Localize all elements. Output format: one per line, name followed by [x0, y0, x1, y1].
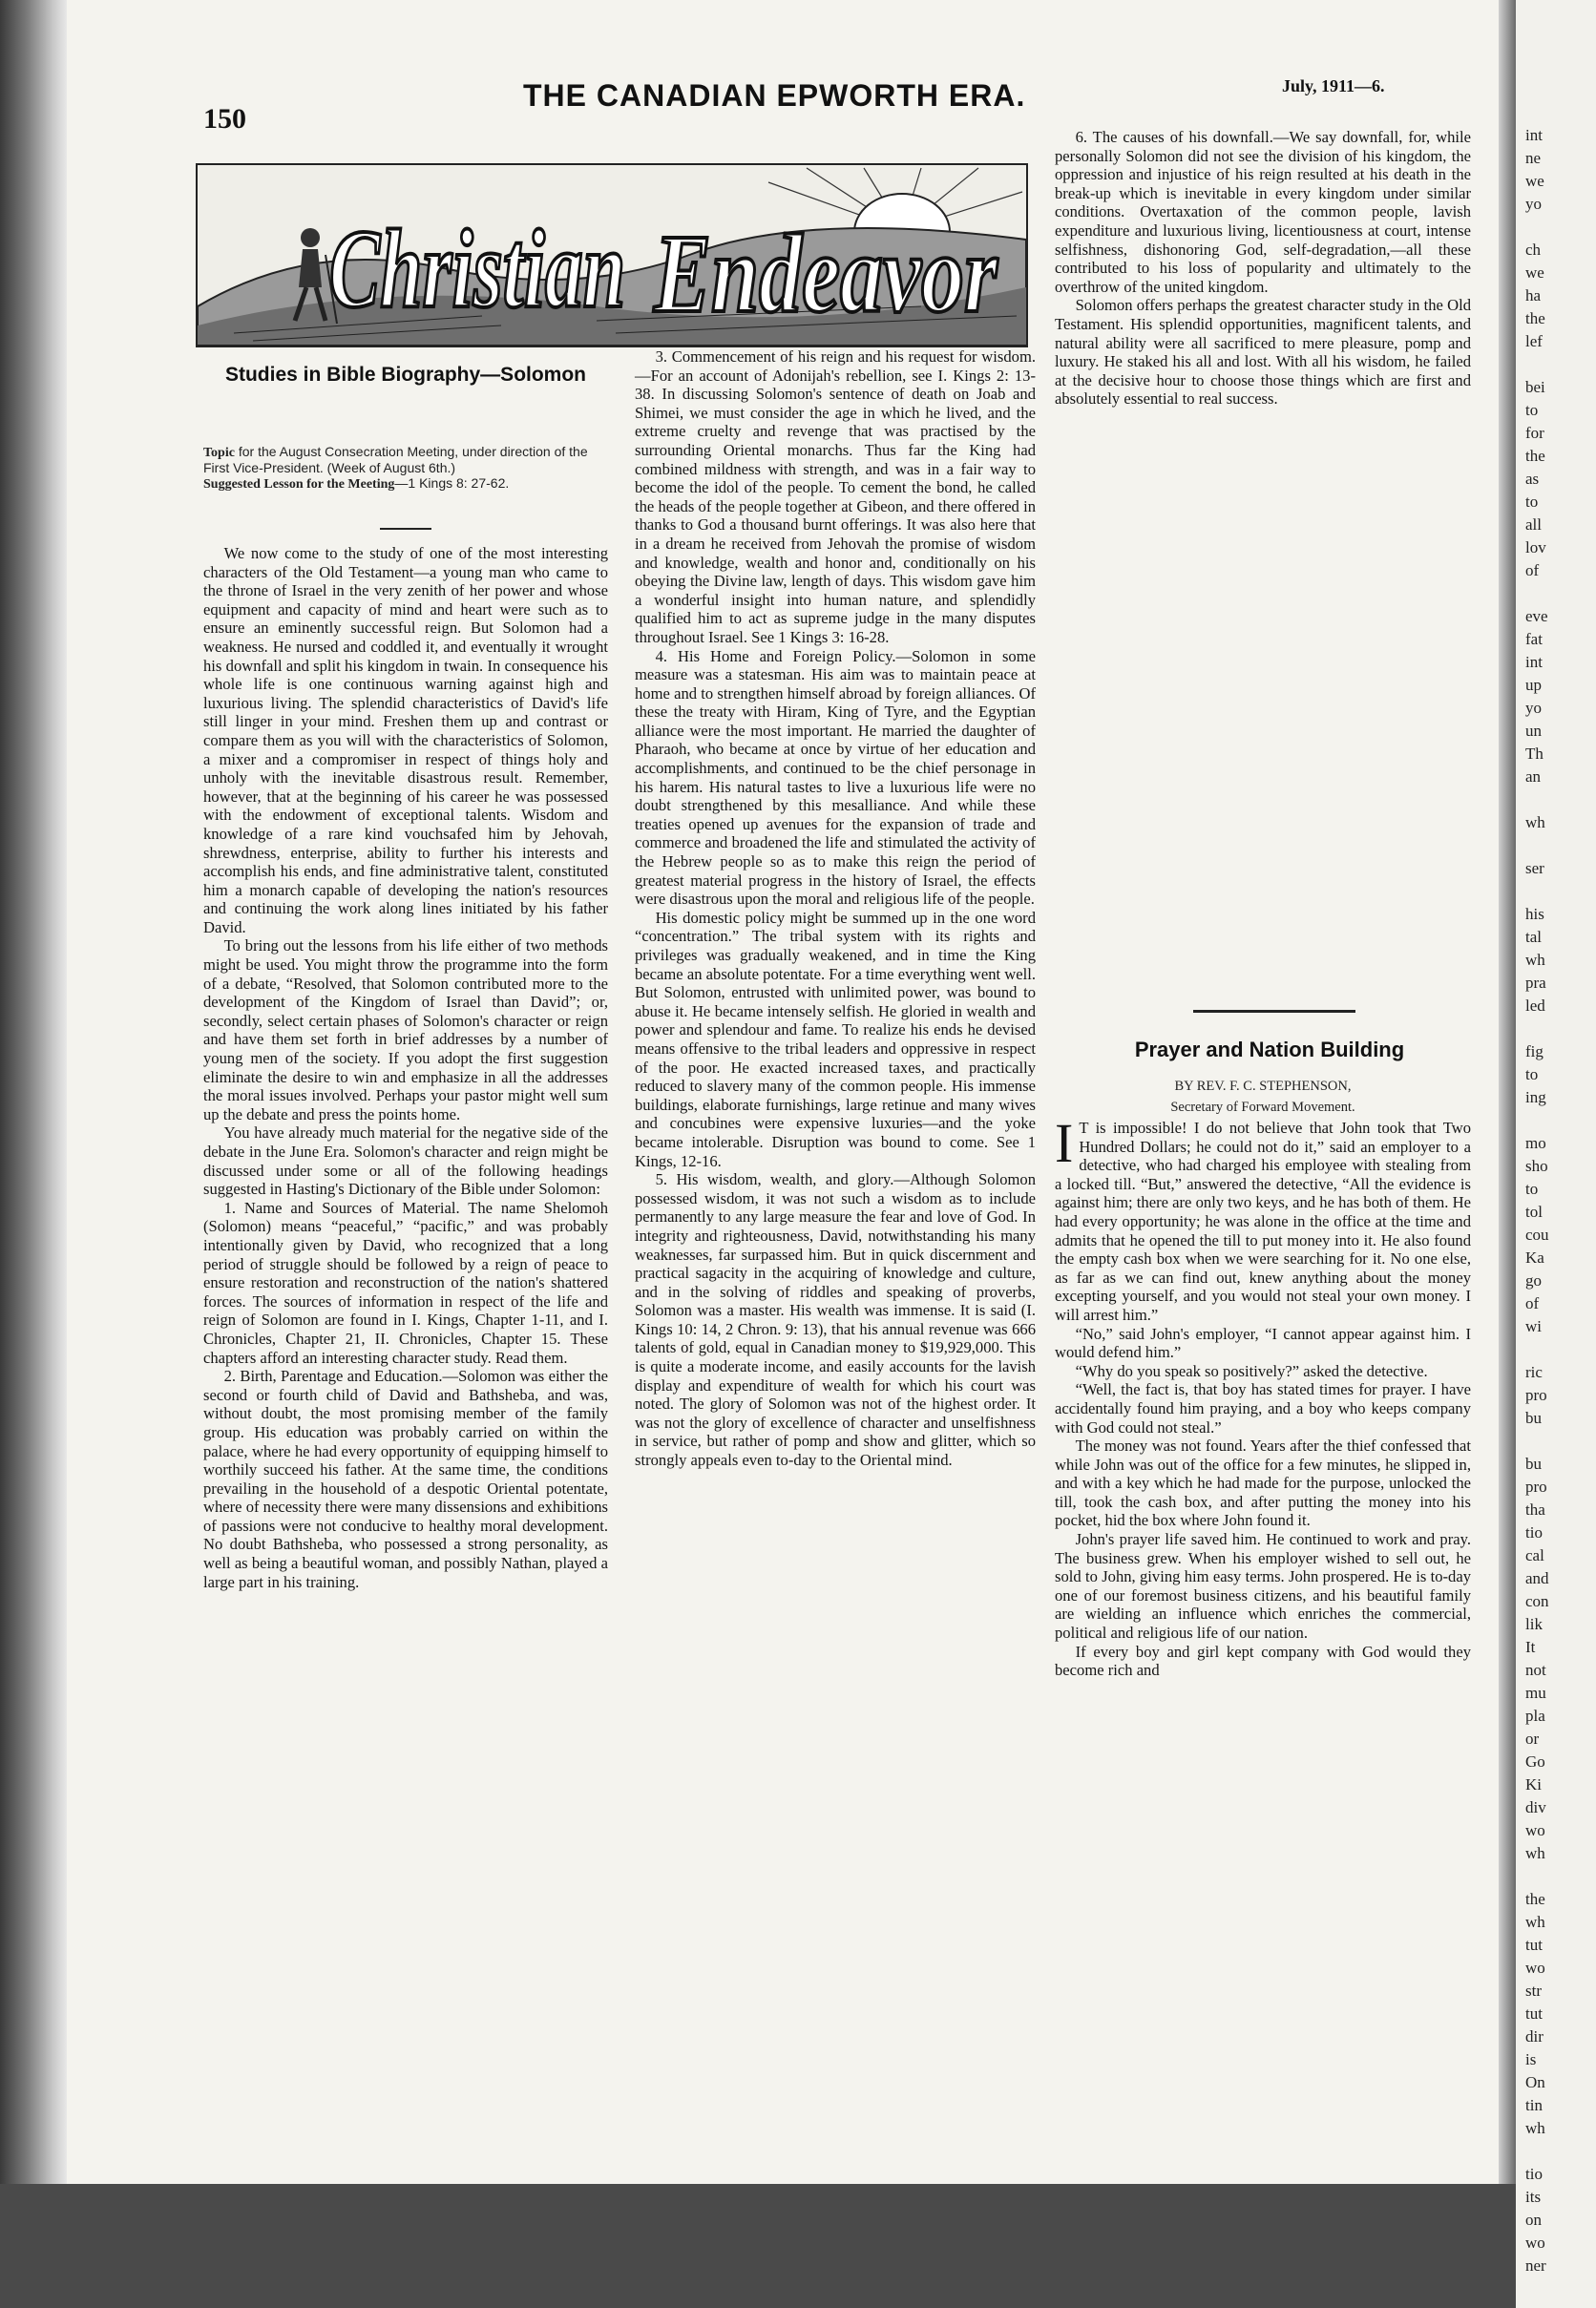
byline-role: Secretary of Forward Movement.	[1170, 1100, 1355, 1115]
next-page-fragment: tal	[1525, 928, 1542, 946]
next-page-fragment: tin	[1525, 2096, 1543, 2114]
next-page-fragment: or	[1525, 1730, 1540, 1748]
next-page-fragment: wo	[1525, 1821, 1545, 1839]
next-page-fragment	[1516, 834, 1596, 857]
next-page-fragment	[1516, 216, 1596, 239]
next-page-fragment: pra	[1525, 974, 1546, 992]
paragraph: 1. Name and Sources of Material. The name Shelomoh (Solomon) means “peaceful,” “pacific,” and was probably intentionally given by David, who recognized that a long period of struggle should be followed by a reign of peace to ensure restoration and reconstruction of the nation's shattered forces. The sources of information in respect of the life and reign of Solomon are found in I. Kings, Chapter 1-11, and I. Chronicles, Chapter 21, II. Chronicles, Chapter 15. These chapters afford an interesting character study. Read them.	[203, 1198, 608, 1367]
next-page-fragment: led	[1525, 997, 1545, 1015]
next-page-fragment	[1516, 1018, 1596, 1040]
next-page-fragment: on	[1525, 2211, 1542, 2229]
paragraph: John's prayer life saved him. He continued to work and pray. The business grew. When his employer wished to sell out, he sold to John, giving him easy terms. John prospered. He is to-day one of our foremost business citizens, and his beautiful family are wielding an influence which enriches the commercial, political and religious life of our nation.	[1055, 1530, 1471, 1643]
next-page-fragment: str	[1525, 1982, 1542, 2000]
next-page-fragment: the	[1525, 1890, 1545, 1908]
next-page-fragment: tha	[1525, 1500, 1545, 1519]
next-page-fragment: bu	[1525, 1455, 1542, 1473]
svg-text:Christian: Christian	[329, 206, 625, 331]
paragraph: His domestic policy might be summed up in the one word “concentration.” The tribal system with its rights and privileges was gradually weakened, and in time the King became an absolute potentate. For a time everything went well. But Solomon, entrusted with unlimited power, was bound to abuse it. He became intensely selfish. He gloried in wealth and power and splendour and fame. To realize his ends he devised means offensive to the tribal leaders and oppressive in respect of the poor. He exacted increased taxes, and practically reduced to slavery many of the common people. His immense buildings, elaborate furnishings, large retinue and many wives and concubines were expensive luxuries—and the yoke became intolerable. Disruption was bound to come. See 1 Kings, 12-16.	[635, 908, 1036, 1170]
next-page-fragment: wh	[1525, 813, 1545, 831]
short-divider	[380, 528, 431, 530]
next-page-fragment: to	[1525, 401, 1539, 419]
paragraph: I T is impossible! I do not believe that John took that Two Hundred Dollars; he could not do it,” said an employer to a detective, who had charged his employee with stealing from a locked till. “But,” answered the detective, “All the evidence is against him; there are only two keys, and he has both of them. He had every opportunity; he was alone in the office at the time and admits that he opened the till to put money into it. He also found the empty cash box when we were searching for it. No one else, as far as we can find out, knew anything about the money excepting yourself, and you would not steal your own money. I will arrest him.”	[1055, 1112, 1471, 1324]
christian-endeavor-banner	[196, 163, 1028, 347]
paragraph: You have already much material for the negative side of the debate in the June Era. Solomon's character and reign might be discussed under some or all of the following headings suggested in Hasting's Dictionary of the Bible under Solomon:	[203, 1123, 608, 1199]
next-page-fragment: the	[1525, 447, 1545, 465]
svg-text:Endeavor: Endeavor	[653, 211, 998, 336]
next-page-fragment: ne	[1525, 149, 1542, 167]
next-page-fragment: wo	[1525, 2234, 1545, 2252]
paragraph: Solomon offers perhaps the greatest character study in the Old Testament. His splendid opportunities, magnificent talents, and natural ability were all sacrificed to mere pleasure, pomp and luxury. He staked his all and lost. With all his wisdom, he failed at the decisive hour to choose those things which are first and absolutely essential to real success.	[1055, 296, 1471, 409]
next-page-fragment: of	[1525, 561, 1540, 579]
paragraph: To bring out the lessons from his life either of two methods might be used. You might throw the programme into the form of a debate, “Resolved, that Solomon contributed more to the development of the Kingdom of Israel than David”; or, secondly, select certain phases of Solomon's character or reign and have them set forth in brief addresses by a number of young men of the society. If you adopt the first suggestion eliminate the desire to win and emphasize in all the addresses the moral issues involved. Perhaps your pastor might well sum up the debate and press the points home.	[203, 936, 608, 1123]
next-page-fragment	[1516, 353, 1596, 376]
next-page-fragment: up	[1525, 676, 1542, 694]
next-page-fragment: It	[1525, 1638, 1536, 1656]
journal-title: THE CANADIAN EPWORTH ERA.	[523, 78, 1026, 113]
next-page-fragment: con	[1525, 1592, 1549, 1610]
paragraph: If every boy and girl kept company with God would they become rich and	[1055, 1642, 1471, 1680]
next-page-fragment: cou	[1525, 1226, 1549, 1244]
next-page-fragment: tio	[1525, 1523, 1543, 1542]
next-page-fragment: tut	[1525, 1936, 1543, 1954]
next-page-fragment: we	[1525, 172, 1544, 190]
next-page-fragment: is	[1525, 2050, 1537, 2068]
article1-column-2	[635, 347, 1036, 1470]
next-page-fragment	[1516, 1430, 1596, 1453]
article2-body	[1055, 1112, 1471, 1680]
paragraph: The money was not found. Years after the thief confessed that while John was out of the office for a few minutes, he slipped in, and with a key which he had made for the purpose, unlocked the till, took the cash box, and after putting the money into his pocket, hid the box where John found it.	[1055, 1437, 1471, 1530]
article1-column-1	[203, 544, 608, 1591]
page-gutter	[1499, 0, 1516, 2184]
next-page-fragment: div	[1525, 1798, 1546, 1816]
next-page-fragment: go	[1525, 1271, 1542, 1290]
next-page-fragment: Ka	[1525, 1248, 1544, 1267]
next-page-fragment: cal	[1525, 1546, 1544, 1564]
next-page-fragment	[1516, 1865, 1596, 1888]
next-page-fragment: wo	[1525, 1959, 1545, 1977]
next-page-fragment: the	[1525, 309, 1545, 327]
next-page-fragment: eve	[1525, 607, 1548, 625]
next-page-fragment: yo	[1525, 699, 1542, 717]
next-page-fragment	[1516, 1338, 1596, 1361]
paragraph: 2. Birth, Parentage and Education.—Solomon was either the second or fourth child of David and Bathsheba, and was, without doubt, the most promising member of the family group. His education was probably carried on within the palace, where he had every opportunity of equipping himself to worthily succeed his father. At the same time, the conditions prevailing in the household of a despotic Oriental potentate, where of necessity there were many dissensions and exhibitions of passions were not conducive to healthy moral development. No doubt Bathsheba, who possessed a strong personality, as well as being a beautiful woman, and possibly Nathan, played a large part in his training.	[203, 1367, 608, 1591]
next-page-fragment: to	[1525, 1065, 1539, 1083]
next-page-fragment: wh	[1525, 1913, 1545, 1931]
next-page-fragment: On	[1525, 2073, 1545, 2091]
next-page-fragment: all	[1525, 515, 1542, 534]
next-page-fragment: an	[1525, 767, 1542, 786]
next-page-fragment: ric	[1525, 1363, 1543, 1381]
next-page-fragment: and	[1525, 1569, 1549, 1587]
article-divider	[1193, 1010, 1355, 1013]
next-page-fragment: his	[1525, 905, 1544, 923]
next-page-fragment: Th	[1525, 745, 1544, 763]
next-page-fragment: for	[1525, 424, 1544, 442]
next-page-fragment	[1516, 1109, 1596, 1132]
next-page-fragment: wh	[1525, 2119, 1545, 2137]
next-page-fragment: bei	[1525, 378, 1545, 396]
article2-byline	[1055, 1076, 1471, 1118]
next-page-fragment: sho	[1525, 1157, 1548, 1175]
paragraph: We now come to the study of one of the most interesting characters of the Old Testament—a young man who came to the throne of Israel in the very zenith of her power and whose equipment and capacity of mind and heart were such as to ensure an eminently successful reign. But Solomon had a weakness. He nursed and coddled it, and eventually it wrought his downfall and split his kingdom in twain. In consequence his whole life is one continuous warning against high and luxurious living. The splendid characteristics of David's life still linger in your mind. Freshen them up and contrast or compare them as you will with the characteristics of Solomon, a mixer and a compromiser in respect of things holy and unholy with the inevitable disastrous result. Remember, however, that at the beginning of his career he was possessed with the endowment of exceptional talents. Wisdom and knowledge of a rare kind vouchsafed him by Jehovah, shrewdness, enterprise, ability to further his interests and accomplish his ends, and fine administrative talent, constituted him a monarch capable of developing the nation's resources and continuing the work along lines initiated by his father David.	[203, 544, 608, 936]
next-page-fragment: ha	[1525, 286, 1542, 304]
article1-column-3	[1055, 128, 1471, 409]
next-page-fragment: ser	[1525, 859, 1544, 877]
next-page-fragment: dir	[1525, 2027, 1544, 2046]
next-page-fragment: pla	[1525, 1707, 1545, 1725]
next-page-fragment: un	[1525, 722, 1542, 740]
next-page-fragment: Go	[1525, 1752, 1545, 1771]
drop-cap: I	[1055, 1112, 1074, 1174]
article2-title: Prayer and Nation Building	[1134, 1038, 1405, 1061]
paragraph: “Why do you speak so positively?” asked the detective.	[1075, 1361, 1428, 1380]
paragraph: 5. His wisdom, wealth, and glory.—Although Solomon possessed wisdom, it was not such a wisdom as to include permanently to any large measure the fear and love of God. In integrity and righteousness, David, notwithstanding his many weaknesses, far surpassed him. But in quick discernment and practical sagacity in the acquiring of knowledge and culture, and in the solving of riddles and speaking of proverbs, Solomon was a master. His wealth was immense. It is said (I. Kings 10: 14, 2 Chron. 9: 13), that his annual revenue was 666 talents of gold, equal in Canadian money to $19,929,000. This is quite a moderate income, and easily accounts for the lavish display and expenditure of wealth for which his court was noted. The glory of Solomon was not of the highest order. It was not the glory of excellence of character and unselfishness in service, but rather of pomp and show and glitter, which so strongly appeals even to-day to the Oriental mind.	[635, 1170, 1036, 1470]
next-page-fragment: ing	[1525, 1088, 1546, 1106]
next-page-fragment: tio	[1525, 2165, 1543, 2183]
next-page-fragment: ch	[1525, 241, 1542, 259]
article1-title: Studies in Bible Biography—Solomon	[224, 364, 587, 386]
next-page-fragment: yo	[1525, 195, 1542, 213]
next-page-fragment: int	[1525, 126, 1543, 144]
next-page-fragment: pro	[1525, 1478, 1547, 1496]
next-page-fragment: its	[1525, 2188, 1542, 2206]
next-page-fragment	[1516, 788, 1596, 811]
next-page-strip	[1516, 0, 1596, 2308]
paragraph: 3. Commencement of his reign and his request for wisdom.—For an account of Adonijah's rebellion, see I. Kings 2: 13-38. In discussing Solomon's sentence of death on Joab and Shimei, we must consider the age in which he lived, and the extreme cruelty and revenge that was practised by the surrounding Oriental monarchs. Thus far the King had combined mildness with strength, and was in a fair way to become the idol of the people. To cement the bond, he called the heads of the people together at Gibeon, and there offered in thanks to God a thousand burnt offerings. It was also here that in a dream he received from Jehovah the promise of wisdom and knowledge, wealth and honor and, conditionally on his obeying the Divine law, length of days. This wisdom gave him a wonderful insight into human nature, and splendidly qualified him to act as supreme judge in the many disputes throughout Israel. See 1 Kings 3: 16-28.	[635, 347, 1036, 646]
issue-date: July, 1911—6.	[1282, 76, 1385, 95]
lesson-label: Suggested Lesson for the Meeting	[203, 476, 395, 492]
next-page-fragment: mu	[1525, 1684, 1546, 1702]
next-page-fragment: wh	[1525, 951, 1545, 969]
paragraph: 6. The causes of his downfall.—We say downfall, for, while personally Solomon did not see the division of his kingdom, the oppression and injustice of his reign resulted at his death in the break-up which is inevitable in every kingdom under similar conditions. Overtaxation of the common people, lavish expenditure and luxurious living, licentiousness at court, intense selfishness, dishonoring God, self-degradation,—all these contributed to his loss of popularity and ultimately to the overthrow of the united kingdom.	[1055, 128, 1471, 296]
book-binding	[0, 0, 67, 2184]
lesson-text: —1 Kings 8: 27-62.	[394, 474, 510, 491]
next-page-fragment: lov	[1525, 538, 1546, 556]
next-page-fragment: Ki	[1525, 1775, 1542, 1794]
next-page-fragment: int	[1525, 653, 1543, 671]
next-page-fragment	[1516, 880, 1596, 903]
next-page-fragment	[1516, 2140, 1596, 2163]
topic-label: Topic	[203, 446, 235, 460]
topic-text: for the August Consecration Meeting, under direction of the First Vice-President. (Week of August 6th.)	[203, 444, 588, 475]
next-page-fragment: mo	[1525, 1134, 1546, 1152]
next-page-fragment: to	[1525, 1180, 1539, 1198]
next-page-fragment: lef	[1525, 332, 1543, 350]
next-page-fragment: bu	[1525, 1409, 1542, 1427]
paragraph: “Well, the fact is, that boy has stated times for prayer. I have accidentally found him praying, and a boy who keeps company with God could not steal.”	[1055, 1380, 1471, 1437]
next-page-fragment: tol	[1525, 1203, 1543, 1221]
paragraph: “No,” said John's employer, “I cannot appear against him. I would defend him.”	[1055, 1324, 1471, 1362]
next-page-fragment: tut	[1525, 2004, 1543, 2023]
next-page-fragment: wi	[1525, 1317, 1542, 1335]
next-page-fragment: fat	[1525, 630, 1543, 648]
paragraph: 4. His Home and Foreign Policy.—Solomon in some measure was a statesman. His aim was to maintain peace at home and to strengthen himself abroad by foreign alliances. Of these the treaty with Hiram, King of Tyre, and the Egyptian alliance were the most important. He married the daughter of Pharaoh, who became at once by virtue of her education and accomplishments, and continued to be the chief personage in his harem. His natural tastes to live a luxurious life were no doubt strengthened by this mesalliance. And while these treaties opened up avenues for the expansion of trade and commerce and broadened the life and stimulated the activity of the Hebrew people so as to make this reign the period of greatest material progress in the history of Israel, the effects were disastrous upon the moral and religious life of the people.	[635, 646, 1036, 909]
next-page-fragment: wh	[1525, 1844, 1545, 1862]
next-page-fragment: we	[1525, 263, 1544, 282]
page-number: 150	[203, 103, 246, 135]
article1-topic	[203, 445, 608, 492]
next-page-fragment: not	[1525, 1661, 1546, 1679]
next-page-fragment: of	[1525, 1294, 1540, 1312]
next-page-fragment: fig	[1525, 1042, 1544, 1060]
byline-author: BY REV. F. C. STEPHENSON,	[1174, 1079, 1352, 1094]
next-page-fragment: pro	[1525, 1386, 1547, 1404]
next-page-fragment: as	[1525, 470, 1540, 488]
next-page-fragment	[1516, 582, 1596, 605]
next-page-fragment: to	[1525, 493, 1539, 511]
next-page-fragment: lik	[1525, 1615, 1543, 1633]
next-page-fragment: ner	[1525, 2256, 1546, 2275]
